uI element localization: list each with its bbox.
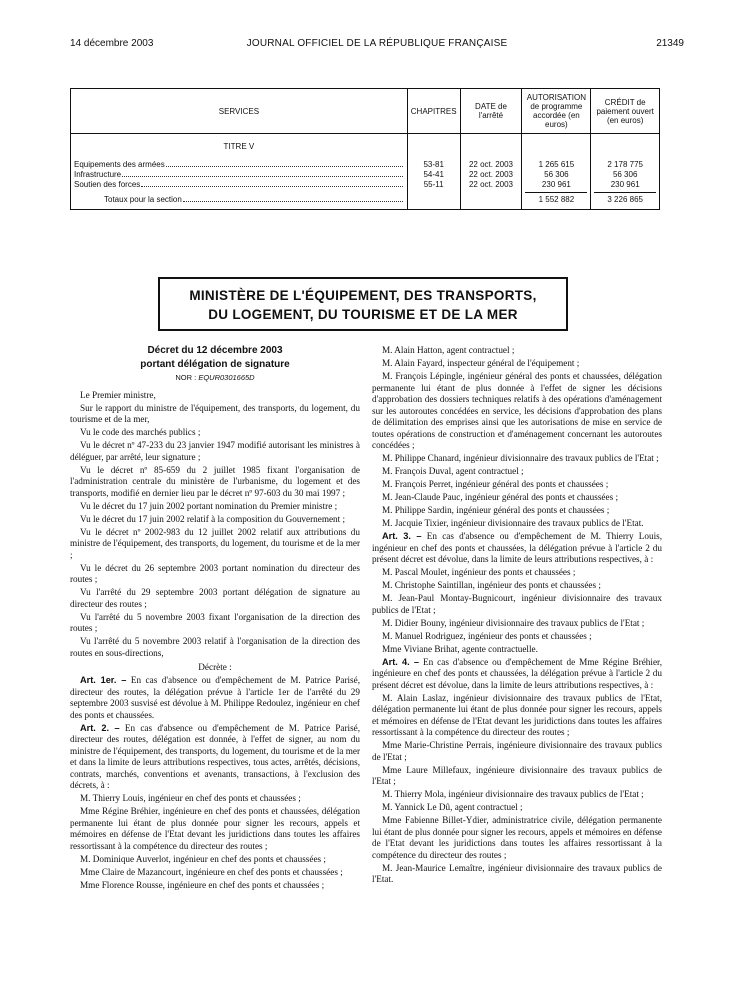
table-body-row <box>71 134 660 210</box>
decrete-label: Décrète : <box>198 662 232 672</box>
chapitre-value: 55-11 <box>423 180 444 189</box>
nor-label: NOR : <box>175 373 197 382</box>
list-item: M. Jacquie Tixier, ingénieur divisionnaire des travaux publics de l'Etat. <box>382 518 644 528</box>
header-chapitres: CHAPITRES <box>407 89 460 134</box>
article-1 <box>70 675 360 721</box>
header-journal-title: JOURNAL OFFICIEL DE LA RÉPUBLIQUE FRANÇAISE <box>246 38 508 49</box>
total-row <box>74 195 404 205</box>
service-name: Soutien des forces <box>74 180 141 189</box>
paragraph: Vu le décret nº 47-233 du 23 janvier 1947 modifié autorisant les ministres à déléguer, par arrêté, leur signature ; <box>70 440 360 462</box>
article-1-text: En cas d'absence ou d'empêchement de M. Patrice Parisé, directeur des routes, la délégation prévue à l'article 1er de l'arrêté du 29 septembre 2003 susvisé est dévolue à M. Philippe Redoulez, ingénieur en chef des ponts et chaussées. <box>70 675 361 720</box>
credit-value: 230 961 <box>610 180 640 189</box>
list-item: M. Philippe Chanard, ingénieur divisionnaire des travaux publics de l'Etat ; <box>382 453 659 463</box>
services-cell <box>71 134 408 210</box>
list-item: Mme Fabienne Billet-Ydier, administratrice civile, délégation permanente lui étant de plus donnée pour signer les recours, appels et mémoires en défense de l'Etat devant les juridictions dans toutes les affaires ressortissant à la compétence du directeur des routes ; <box>372 815 662 860</box>
header-page-number: 21349 <box>656 38 684 49</box>
list-item: M. Alain Hatton, agent contractuel ; <box>382 345 515 355</box>
header-date: 14 décembre 2003 <box>70 38 154 49</box>
nor-reference <box>70 372 360 384</box>
list-item: M. Manuel Rodriguez, ingénieur des ponts et chaussées ; <box>382 630 592 641</box>
decree-title: Décret du 12 décembre 2003 <box>147 345 283 356</box>
list-item: Mme Florence Rousse, ingénieure en chef des ponts et chaussées ; <box>80 879 325 890</box>
paragraph: Vu le décret nº 2002-983 du 12 juillet 2002 relatif aux attributions du ministre de l'équipement, des transports, du logement, du tourisme et de la mer ; <box>70 526 360 560</box>
paragraph: Vu le décret du 17 juin 2002 portant nomination du Premier ministre ; <box>80 500 338 511</box>
page-header <box>70 38 684 52</box>
credit-cell <box>591 134 660 210</box>
right-column <box>372 345 662 887</box>
autorisation-cell <box>522 134 591 210</box>
list-item: M. François Lépingle, ingénieur général des ponts et chaussées, délégation permanente lui étant de plus donnée à l'effet de signer les décisions d'approbation des dossiers techniques relatifs à des opérations d'aménagement sur les autoroutes concédées en service, les décisions d'approbation des plans de délimitation des emprises ainsi que les autorisations de mise en service de toutes opérations de construction et d'aménagement concernant les autoroutes concédées ; <box>372 371 662 450</box>
list-item: M. Alain Laslaz, ingénieur divisionnaire des travaux publics de l'Etat, délégation permanente lui étant de plus donnée pour signer les recours, appels et mémoires en défense de l'Etat devant les juridictions dans toutes les affaires ressortissant à la compétence du directeur des routes ; <box>372 692 662 737</box>
credit-value: 2 178 775 <box>607 160 643 169</box>
ministry-line-1: MINISTÈRE DE L'ÉQUIPEMENT, DES TRANSPORTS, <box>189 288 537 303</box>
service-name: Equipements des armées <box>74 160 165 169</box>
paragraph: Vu l'arrêté du 5 novembre 2003 fixant l'organisation de la direction des routes ; <box>70 611 360 633</box>
table-row <box>74 160 404 170</box>
list-item: M. Jean-Paul Montay-Bugnicourt, ingénieur divisionnaire des travaux publics de l'Etat ; <box>372 593 662 615</box>
list-item: M. Thierry Louis, ingénieur en chef des ponts et chaussées ; <box>80 793 301 803</box>
header-services: SERVICES <box>71 89 408 134</box>
article-4-label: Art. 4. – <box>382 656 420 667</box>
autorisation-total: 1 552 882 <box>525 192 587 205</box>
paragraph: Vu l'arrêté du 29 septembre 2003 portant délégation de signature au directeur des routes ; <box>70 587 360 609</box>
article-2 <box>70 723 360 792</box>
list-item: Mme Régine Bréhier, ingénieure en chef des ponts et chaussées, délégation permanente lui étant de plus donnée pour signer les recours, appels et mémoires en défense de l'Etat devant les juridictions dans toutes les affaires ressortissant à la compétence du directeur des routes ; <box>70 806 360 851</box>
date-value: 22 oct. 2003 <box>468 160 514 169</box>
list-item: M. François Duval, agent contractuel ; <box>382 466 524 476</box>
list-item: M. Pascal Moulet, ingénieur des ponts et chaussées ; <box>382 567 576 577</box>
nor-value: EQUR0301665D <box>198 373 255 382</box>
article-3-label: Art. 3. – <box>382 531 422 541</box>
article-2-text: En cas d'absence ou d'empêchement de M. Patrice Parisé, directeur des routes, délégation est donnée, à l'effet de signer, au nom du ministre de l'équipement, des transports, du logement, du tourisme et de la mer et dans la limite de leurs attributions respectives, tous actes, arrêtés, décisions, contrats, marchés, conventions et avenants, transactions, à l'exclusion des décrets, à : <box>70 722 361 790</box>
list-item: M. Yannick Le Dû, agent contractuel ; <box>382 802 523 812</box>
list-item: M. Jean-Maurice Lemaître, ingénieur divisionnaire des travaux publics de l'Etat. <box>372 862 662 884</box>
list-item: M. Alain Fayard, inspecteur général de l'équipement ; <box>382 358 580 368</box>
credits-table <box>70 88 660 210</box>
left-column <box>70 345 360 893</box>
article-4-text: En cas d'absence ou d'empêchement de Mme Régine Bréhier, ingénieure en chef des ponts et chaussées, la délégation prévue à l'article 2 du présent décret est dévolue, dans la limite de leurs attributions respectives, à : <box>372 656 663 690</box>
list-item: Mme Laure Millefaux, ingénieure divisionnaire des travaux publics de l'Etat ; <box>372 764 662 786</box>
decree-subtitle: portant délégation de signature <box>140 358 290 370</box>
total-label: Totaux pour la section <box>104 195 182 204</box>
article-4 <box>372 657 662 692</box>
date-value: 22 oct. 2003 <box>468 180 514 189</box>
service-name: Infrastructure <box>74 170 122 179</box>
header-date: DATE de l'arrêté <box>460 89 522 134</box>
header-autorisation: AUTORISATION de programme accordée (en euros) <box>522 89 591 134</box>
list-item: M. Dominique Auverlot, ingénieur en chef des ponts et chaussées ; <box>80 853 326 864</box>
list-item: M. François Perret, ingénieur général des ponts et chaussées ; <box>382 479 609 489</box>
header-credit: CRÉDIT de paiement ouvert (en euros) <box>591 89 660 134</box>
paragraph: Le Premier ministre, <box>80 389 156 400</box>
paragraph: Sur le rapport du ministre de l'équipement, des transports, du logement, du tourisme et de la mer, <box>70 402 360 424</box>
chapitres-cell <box>407 134 460 210</box>
article-3 <box>372 531 662 566</box>
chapitre-value: 54-41 <box>423 170 444 179</box>
date-value: 22 oct. 2003 <box>468 170 514 179</box>
list-item: Mme Viviane Brihat, agente contractuelle. <box>382 643 538 654</box>
titre-label: TITRE V <box>223 142 255 151</box>
table-header-row <box>71 89 660 134</box>
table-row <box>74 180 404 190</box>
list-item: M. Christophe Saintillan, ingénieur des ponts et chaussées ; <box>382 580 601 590</box>
article-2-label: Art. 2. – <box>80 722 120 733</box>
article-3-text: En cas d'absence ou d'empêchement de M. Thierry Louis, ingénieur en chef des ponts et chaussées, la délégation prévue à l'article 2 du présent décret est dévolue, dans la limite de leurs attributions respectives, à : <box>372 531 663 564</box>
date-cell <box>460 134 522 210</box>
list-item: Mme Marie-Christine Perrais, ingénieure divisionnaire des travaux publics de l'Etat ; <box>372 740 662 762</box>
list-item: M. Didier Bouny, ingénieur divisionnaire des travaux publics de l'Etat ; <box>382 617 645 628</box>
paragraph: Vu le code des marchés publics ; <box>80 427 201 437</box>
list-item: M. Philippe Sardin, ingénieur général des ponts et chaussées ; <box>382 505 610 515</box>
autorisation-value: 56 306 <box>544 170 569 179</box>
ministry-heading <box>158 277 568 331</box>
credit-total: 3 226 865 <box>594 192 656 205</box>
table-row <box>74 170 404 180</box>
ministry-line-2: DU LOGEMENT, DU TOURISME ET DE LA MER <box>208 307 518 322</box>
paragraph: Vu le décret nº 85-659 du 2 juillet 1985 fixant l'organisation de l'administration centrale du ministère de l'urbanisme, du logement et des transports, modifié en dernier lieu par le décret nº 97-603 du 30 mai 1997 ; <box>70 464 360 498</box>
credit-value: 56 306 <box>612 170 638 179</box>
list-item: M. Thierry Mola, ingénieur divisionnaire des travaux publics de l'Etat ; <box>382 789 644 799</box>
paragraph: Vu le décret du 26 septembre 2003 portant nomination du directeur des routes ; <box>70 562 360 584</box>
list-item: M. Jean-Claude Pauc, ingénieur général des ponts et chaussées ; <box>382 492 618 502</box>
paragraph: Vu le décret du 17 juin 2002 relatif à la composition du Gouvernement ; <box>80 513 346 524</box>
list-item: Mme Claire de Mazancourt, ingénieure en chef des ponts et chaussées ; <box>80 866 343 877</box>
article-1-label: Art. 1er. – <box>80 675 127 685</box>
autorisation-value: 230 961 <box>541 180 571 189</box>
autorisation-value: 1 265 615 <box>538 160 575 169</box>
chapitre-value: 53-81 <box>423 160 444 169</box>
paragraph: Vu l'arrêté du 5 novembre 2003 relatif à l'organisation de la direction des routes en sous-directions, <box>70 636 360 658</box>
